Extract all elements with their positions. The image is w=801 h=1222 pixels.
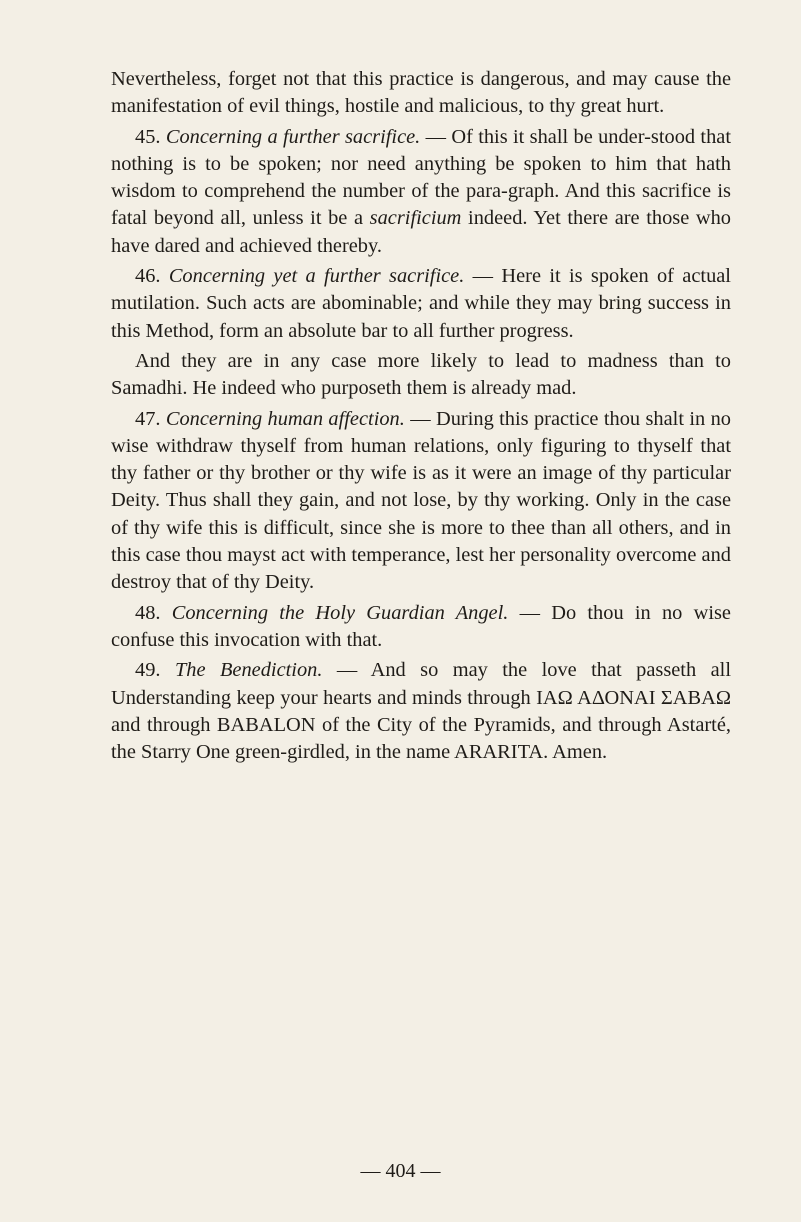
paragraph-46-continuation — [111, 348, 731, 403]
paragraph-text: Nevertheless, forget not that this practice is dangerous, and may cause the manifestation of evil things, hostile and malicious, to thy great hurt. — [111, 68, 731, 118]
paragraph-continuation — [111, 66, 731, 121]
paragraph-text-after: indeed. Yet there are those who have dared and achieved thereby. — [111, 207, 731, 257]
page-number: — 404 — — [360, 1160, 441, 1182]
paragraph-number: 48. — [135, 601, 161, 624]
paragraph-46 — [111, 263, 731, 345]
paragraph-text: And they are in any case more likely to lead to madness than to Samadhi. He indeed who purposeth them is already mad. — [111, 349, 731, 400]
paragraph-heading: Concerning yet a further sacrifice. — [168, 265, 465, 288]
paragraph-heading: Concerning the Holy Guardian Angel. — [171, 601, 509, 624]
paragraph-text: — During this practice thou shalt in no wise withdraw thyself from human relations, only figuring to thyself that thy father or thy brother or thy wife is as it were an image of thy particular Deity. Thus shall they gain, and not lose, by thy working. Only in the case of thy wife this is difficult, since she is more to thee than all others, and in this case thou mayst act with temperance, lest her personality overcome and destroy that of thy Deity. — [111, 407, 731, 594]
paragraph-heading: Concerning human affection. — [165, 407, 405, 430]
paragraph-45 — [111, 124, 731, 260]
paragraph-text: — And so may the love that passeth all Understanding keep your hearts and minds through ΙΑΩ ΑΔΟΝΑΙ ΣΑΒΑΩ and through BABALON of the City of the Pyramids, and through Astarté, the Starry One green-girdled, in the name ARARITA. Amen. — [111, 659, 731, 764]
paragraph-48 — [111, 600, 731, 655]
paragraph-text: — Of this it shall be under-stood that nothing is to be spoken; nor need anything be spoken to him that hath wisdom to comprehend the number of the para-graph. And this sacrifice is fatal beyond all, unless it be a — [111, 125, 731, 230]
page-body — [111, 66, 731, 769]
paragraph-heading: Concerning a further sacrifice. — [165, 125, 421, 148]
paragraph-number: 47. — [135, 407, 161, 430]
paragraph-number: 45. — [135, 125, 161, 148]
paragraph-number: 46. — [135, 265, 161, 288]
paragraph-number: 49. — [135, 659, 161, 682]
paragraph-text: — Do thou in no wise confuse this invocation with that. — [111, 601, 731, 651]
paragraph-49 — [111, 657, 731, 766]
paragraph-heading: The Benediction. — [174, 659, 323, 682]
paragraph-47 — [111, 406, 731, 597]
paragraph-text: — Here it is spoken of actual mutilation. Such acts are abominable; and while they may bring success in this Method, form an absolute bar to all further progress. — [111, 265, 731, 342]
paragraph-emphasis: sacrificium — [369, 207, 462, 230]
